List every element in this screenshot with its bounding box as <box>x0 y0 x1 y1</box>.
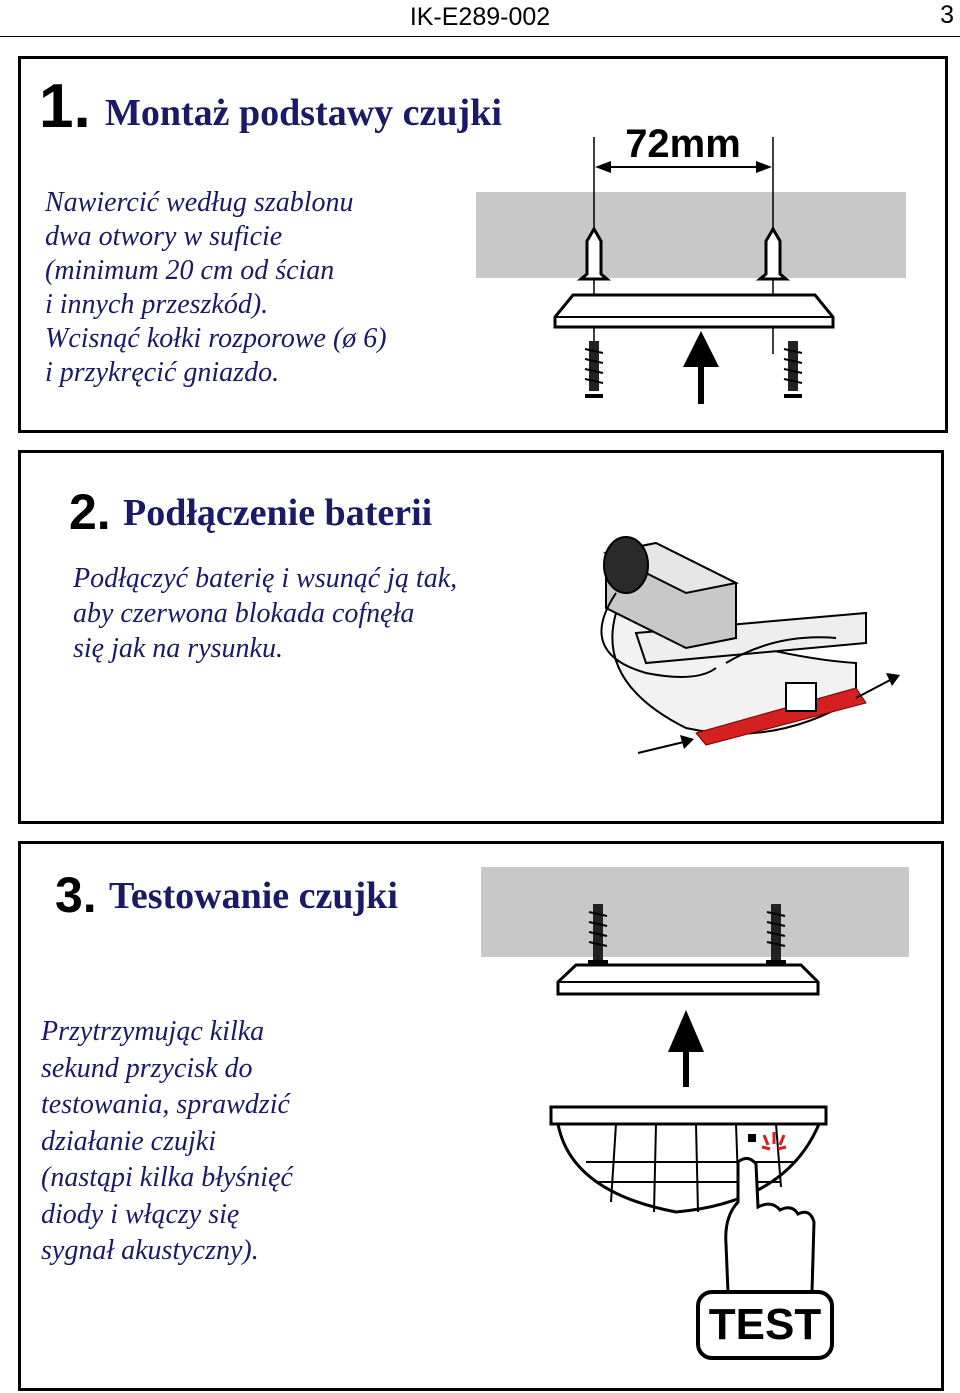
page-number: 3 <box>940 1 954 29</box>
step-3-title: Testowanie czujki <box>109 875 398 917</box>
dimension-label: 72mm <box>625 122 741 166</box>
step-2-panel <box>18 450 944 824</box>
step-1-line: Nawiercić według szablonu <box>45 187 354 218</box>
arrow-icon <box>638 735 694 753</box>
page-header <box>0 0 960 37</box>
step-3-line: działanie czujki <box>41 1125 216 1157</box>
base-plate <box>558 965 818 994</box>
detector-top <box>551 1107 826 1124</box>
arrow-up-icon <box>668 1010 704 1087</box>
ceiling <box>481 867 909 957</box>
step-2-line: Podłączyć baterię i wsunąć ją tak, <box>73 563 458 594</box>
step-1-line: dwa otwory w suficie <box>45 221 283 252</box>
test-button-label: TEST <box>708 1300 822 1349</box>
step-3-line: sygnał akustyczny). <box>41 1235 259 1266</box>
step-3-line: diody i włączy się <box>41 1198 240 1230</box>
step-2-line: aby czerwona blokada cofnęła <box>73 598 415 629</box>
step-1-line: Wcisnąć kołki rozporowe (ø 6) <box>45 323 387 354</box>
step-3-panel <box>18 841 944 1391</box>
step-1-panel <box>18 56 948 433</box>
step-1-title: Montaż podstawy czujki <box>105 92 502 134</box>
step-2-title: Podłączenie baterii <box>123 492 433 534</box>
test-illustration <box>476 862 916 1372</box>
step-3-line: sekund przycisk do <box>41 1052 253 1084</box>
battery-illustration <box>576 523 916 763</box>
step-3-instructions <box>41 1014 293 1270</box>
base-plate <box>555 295 833 327</box>
step-2-line: się jak na rysunku. <box>73 633 283 664</box>
step-1-number: 1. <box>39 72 91 141</box>
ceiling <box>476 192 906 278</box>
step-2-number: 2. <box>69 484 111 540</box>
step-1-line: i innych przeszkód). <box>45 289 269 320</box>
step-1-line: (minimum 20 cm od ścian <box>45 255 335 286</box>
step-3-line: Przytrzymując kilka <box>41 1016 265 1047</box>
arrow-up-icon <box>683 331 719 404</box>
step-3-line: testowania, sprawdzić <box>41 1089 290 1120</box>
step-2-instructions <box>73 561 457 666</box>
arrow-icon <box>856 673 900 698</box>
led-icon <box>748 1134 756 1142</box>
step-3-line: (nastąpi kilka błyśnięć <box>41 1162 293 1193</box>
screw-icon <box>784 341 802 398</box>
mounting-illustration <box>461 119 931 419</box>
step-1-instructions <box>45 186 387 390</box>
step-3-number: 3. <box>55 867 97 923</box>
step-1-line: i przykręcić gniazdo. <box>45 357 280 388</box>
document-code: IK-E289-002 <box>409 3 551 31</box>
screw-icon <box>585 341 603 398</box>
